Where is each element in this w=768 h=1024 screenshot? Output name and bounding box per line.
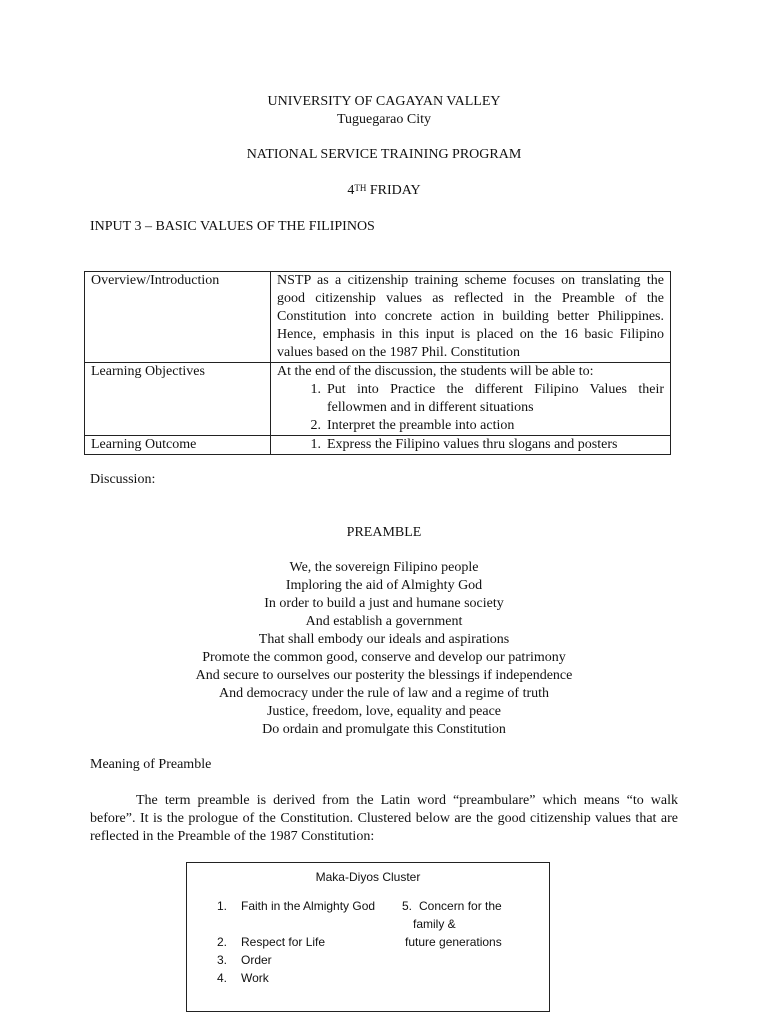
meaning-heading: Meaning of Preamble — [90, 757, 212, 772]
table-row-objectives — [85, 363, 671, 436]
preamble-line: We, the sovereign Filipino people — [289, 560, 479, 575]
week-label: FRIDAY — [366, 183, 421, 198]
list-item: 1. Put into Practice the different Filipino Values their fellowmen and in different situations — [310, 382, 664, 415]
cluster-item-respect: Respect for Life — [241, 935, 326, 949]
program-title: NATIONAL SERVICE TRAINING PROGRAM — [246, 147, 522, 162]
cluster-item-faith: Faith in the Almighty God — [241, 899, 376, 913]
objectives-intro: At the end of the discussion, the students will be able to: — [277, 364, 594, 379]
preamble-line: Imploring the aid of Almighty God — [285, 578, 483, 593]
preamble-line: In order to build a just and humane society — [264, 596, 504, 611]
week-number: 4 — [347, 183, 355, 198]
cluster-item-num: 4. — [217, 971, 228, 985]
row-label: Overview/Introduction — [85, 272, 271, 363]
preamble-line: Promote the common good, conserve and develop our patrimony — [202, 650, 566, 665]
cluster-item-work: Work — [241, 971, 269, 985]
cluster-item-num: 1. — [217, 899, 228, 913]
objectives-content — [271, 363, 671, 436]
meaning-paragraph: The term preamble is derived from the Latin word “preambulare” which means “to walk before”. It is the prologue of the Constitution. Clustered below are the good citizenship values that are reflected in the Preamble of the 1987 Constitution: — [90, 793, 678, 844]
cluster-item-order: Order — [241, 953, 272, 967]
row-label: Learning Outcome — [85, 436, 271, 455]
discussion-label: Discussion: — [90, 472, 156, 487]
preamble-line: And secure to ourselves our posterity the blessings if independence — [195, 668, 573, 683]
table-row-overview — [85, 272, 671, 363]
cluster-item-num: 5. — [402, 899, 413, 913]
cluster-title: Maka-Diyos Cluster — [315, 870, 421, 884]
cluster-item-concern-line3: future generations — [405, 935, 502, 949]
week-title — [0, 182, 768, 200]
input-title: INPUT 3 – BASIC VALUES OF THE FILIPINOS — [90, 219, 375, 234]
list-item: 2. Interpret the preamble into action — [310, 418, 515, 433]
city-name: Tuguegarao City — [337, 112, 431, 127]
overview-content: NSTP as a citizenship training scheme focuses on translating the good citizenship values as reflected in the Preamble of the Constitution into concrete action in building better Philippines. Hence, emphasis in this input is placed on the 16 basic Filipino values based on the 1987 Phil. Constitution — [271, 272, 671, 363]
table-row-outcome — [85, 436, 671, 455]
preamble-line: Justice, freedom, love, equality and peace — [266, 704, 501, 719]
preamble-line: And establish a government — [305, 614, 463, 629]
row-label: Learning Objectives — [85, 363, 271, 436]
list-item: 1. Express the Filipino values thru slogans and posters — [310, 437, 618, 452]
university-name: UNIVERSITY OF CAGAYAN VALLEY — [267, 94, 501, 109]
cluster-item-num: 3. — [217, 953, 228, 967]
outcome-content — [271, 436, 671, 455]
maka-diyos-cluster-box — [186, 862, 550, 1012]
cluster-item-num: 2. — [217, 935, 228, 949]
preamble-line: Do ordain and promulgate this Constitution — [262, 722, 506, 737]
preamble-line: And democracy under the rule of law and a regime of truth — [218, 686, 550, 701]
cluster-item-concern: Concern for the — [419, 899, 502, 913]
lesson-info-table — [84, 271, 671, 455]
preamble-title: PREAMBLE — [346, 525, 422, 540]
preamble-line: That shall embody our ideals and aspirations — [258, 632, 510, 647]
cluster-item-concern-line2: family & — [413, 917, 456, 931]
week-suffix: TH — [354, 183, 367, 193]
